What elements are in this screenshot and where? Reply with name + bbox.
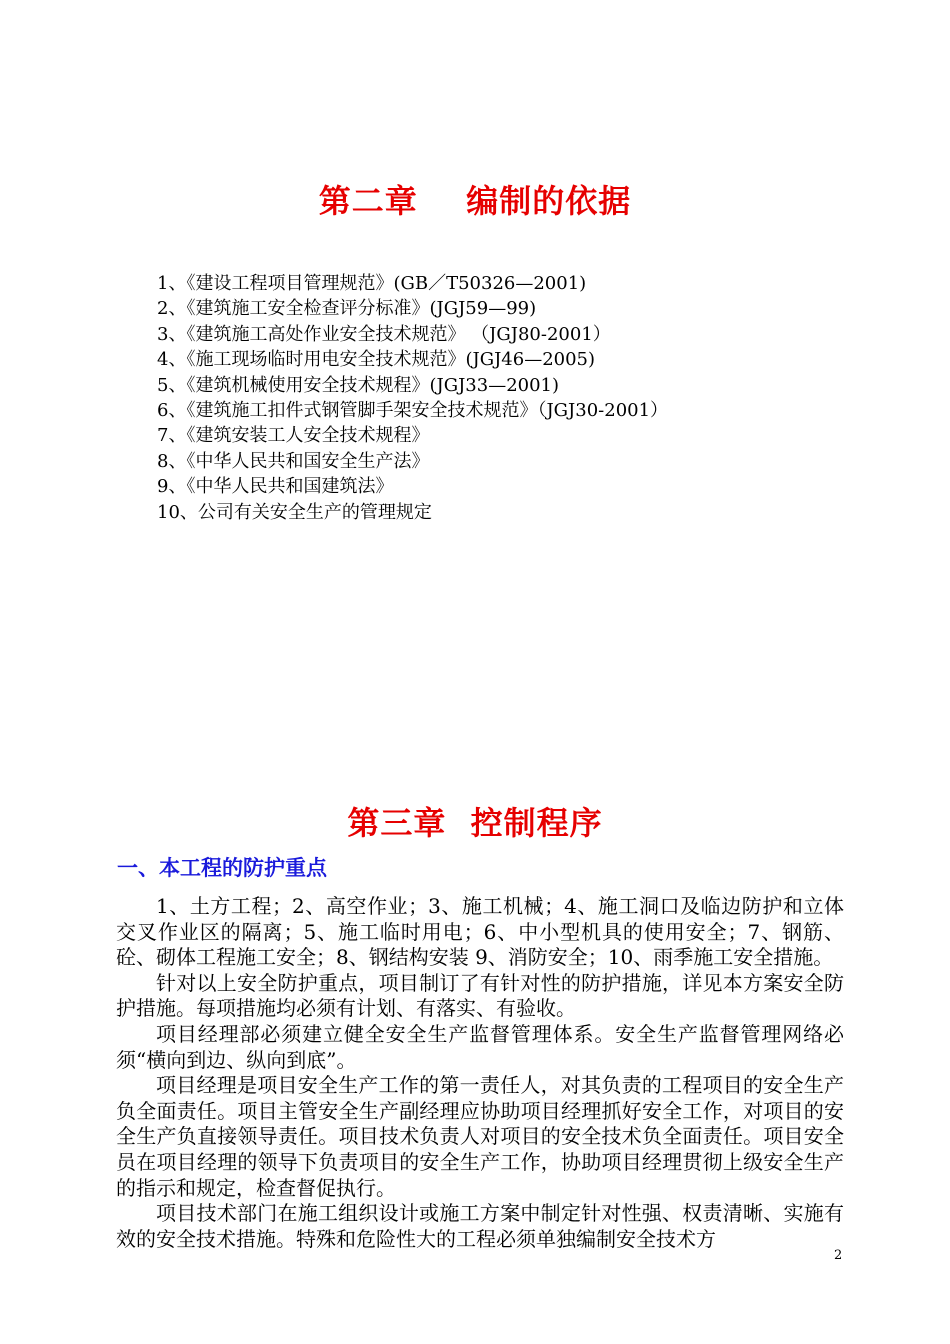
page-number: 2 (834, 1248, 843, 1263)
paragraph: 1、土方工程；2、高空作业；3、施工机械；4、施工洞口及临边防护和立体交叉作业区的隔离；5、施工临时用电；6、中小型机具的使用安全；7、钢筋、砼、砌体工程施工安全；8、钢结构安装 9、消防安全；10、雨季施工安全措施。 (116, 894, 844, 970)
paragraph: 项目经理部必须建立健全安全生产监督管理体系。安全生产监督管理网络必须“横向到边、纵向到底”。 (116, 1021, 844, 1072)
reference-item: 5、《建筑机械使用安全技术规程》(JGJ33—2001) (157, 374, 560, 396)
reference-item: 7、《建筑安装工人安全技术规程》 (157, 425, 430, 447)
paragraph: 项目经理是项目安全生产工作的第一责任人，对其负责的工程项目的安全生产负全面责任。项目主管安全生产副经理应协助项目经理抓好安全工作，对项目的安全生产负直接领导责任。项目技术负责人对项目的安全技术负全面责任。项目安全员在项目经理的领导下负责项目的安全生产工作，协助项目经理贯彻上级安全生产的指示和规定，检查督促执行。 (116, 1073, 844, 1200)
paragraph: 针对以上安全防护重点，项目制订了有针对性的防护措施，详见本方案安全防护措施。每项措施均必须有计划、有落实、有验收。 (116, 970, 844, 1021)
chapter-2-title: 第二章 编制的依据 (318, 182, 632, 220)
reference-item: 3、《建筑施工高处作业安全技术规范》 （JGJ80-2001） (157, 323, 611, 345)
chapter-3-title: 第三章 控制程序 (347, 804, 603, 842)
section-heading: 一、本工程的防护重点 (117, 856, 327, 880)
paragraph: 项目技术部门在施工组织设计或施工方案中制定针对性强、权责清晰、实施有效的安全技术措施。特殊和危险性大的工程必须单独编制安全技术方 (116, 1201, 844, 1251)
reference-item: 10、公司有关安全生产的管理规定 (157, 501, 432, 523)
reference-item: 8、《中华人民共和国安全生产法》 (157, 450, 430, 472)
reference-item: 6、《建筑施工扣件式钢管脚手架安全技术规范》（JGJ30-2001） (157, 400, 669, 422)
reference-item: 4、《施工现场临时用电安全技术规范》(JGJ46—2005) (157, 349, 596, 371)
reference-item: 9、《中华人民共和国建筑法》 (157, 476, 394, 498)
reference-item: 1、《建设工程项目管理规范》(GB／T50326—2001) (157, 273, 587, 294)
reference-list (157, 271, 668, 525)
section-body (116, 894, 844, 1252)
reference-item: 2、《建筑施工安全检查评分标准》(JGJ59—99) (157, 298, 537, 320)
